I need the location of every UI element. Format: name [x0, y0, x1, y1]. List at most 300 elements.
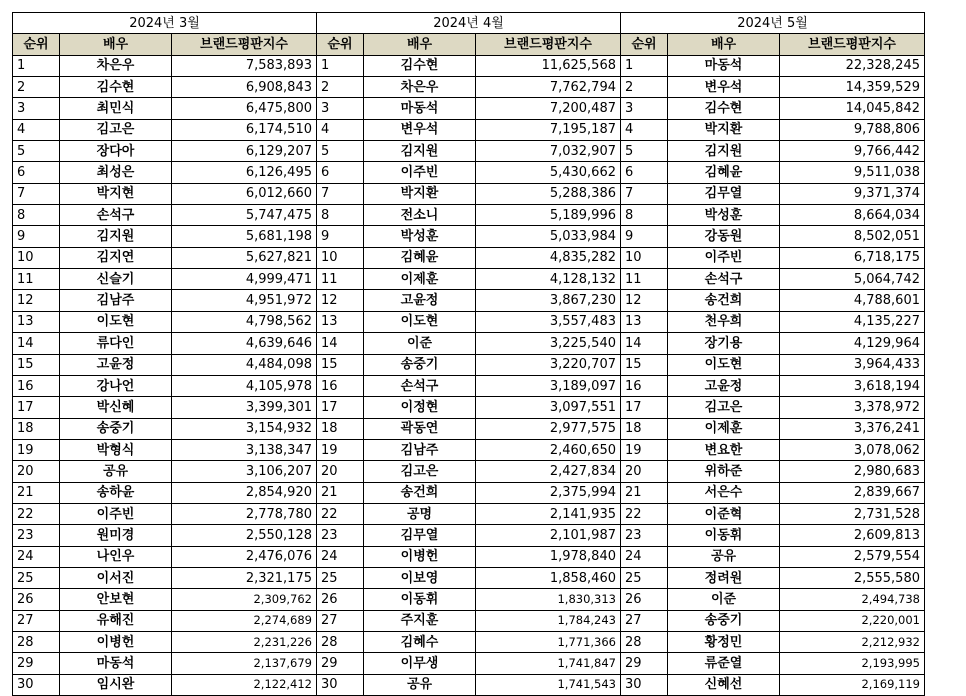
- rank-cell: 5: [317, 141, 364, 162]
- rank-cell: 15: [13, 354, 60, 375]
- actor-name-cell: 송하윤: [60, 482, 172, 503]
- score-cell: 3,078,062: [780, 439, 925, 460]
- actor-name-cell: 마동석: [668, 55, 780, 76]
- score-cell: 5,064,742: [780, 269, 925, 290]
- score-cell: 5,627,821: [172, 247, 317, 268]
- rank-cell: 16: [317, 375, 364, 396]
- actor-name-cell: 박지환: [364, 183, 476, 204]
- actor-name-cell: 이도현: [668, 354, 780, 375]
- rank-cell: 6: [317, 162, 364, 183]
- score-cell: 2,137,679: [172, 653, 317, 674]
- actor-name-cell: 이제훈: [668, 418, 780, 439]
- actor-name-cell: 황정민: [668, 631, 780, 652]
- actor-name-cell: 나인우: [60, 546, 172, 567]
- score-cell: 9,371,374: [780, 183, 925, 204]
- actor-name-cell: 김무열: [668, 183, 780, 204]
- rank-cell: 23: [317, 525, 364, 546]
- actor-name-cell: 변우석: [364, 119, 476, 140]
- score-cell: 4,788,601: [780, 290, 925, 311]
- score-cell: 3,225,540: [476, 333, 621, 354]
- actor-name-cell: 김고은: [668, 397, 780, 418]
- actor-name-cell: 송건희: [364, 482, 476, 503]
- table-row: [13, 461, 925, 482]
- actor-name-cell: 김남주: [60, 290, 172, 311]
- table-row: [13, 55, 925, 76]
- score-cell: 2,609,813: [780, 525, 925, 546]
- score-cell: 5,189,996: [476, 205, 621, 226]
- actor-name-cell: 김고은: [364, 461, 476, 482]
- table-row: [13, 397, 925, 418]
- rank-cell: 21: [317, 482, 364, 503]
- score-cell: 2,309,762: [172, 589, 317, 610]
- actor-name-cell: 손석구: [668, 269, 780, 290]
- table-row: [13, 205, 925, 226]
- actor-name-cell: 김지원: [668, 141, 780, 162]
- actor-name-cell: 송중기: [60, 418, 172, 439]
- table-row: [13, 546, 925, 567]
- actor-column-header: 배우: [364, 34, 476, 55]
- rank-cell: 18: [317, 418, 364, 439]
- rank-cell: 8: [317, 205, 364, 226]
- score-cell: 4,129,964: [780, 333, 925, 354]
- actor-name-cell: 김수현: [60, 77, 172, 98]
- table-row: [13, 290, 925, 311]
- rank-cell: 4: [621, 119, 668, 140]
- actor-name-cell: 임시완: [60, 674, 172, 695]
- actor-name-cell: 안보현: [60, 589, 172, 610]
- rank-cell: 8: [13, 205, 60, 226]
- rank-cell: 28: [317, 631, 364, 652]
- month-header-row: [13, 13, 925, 34]
- score-cell: 9,766,442: [780, 141, 925, 162]
- rank-cell: 26: [317, 589, 364, 610]
- score-cell: 1,771,366: [476, 631, 621, 652]
- rank-cell: 20: [621, 461, 668, 482]
- score-cell: 4,128,132: [476, 269, 621, 290]
- actor-name-cell: 손석구: [60, 205, 172, 226]
- score-cell: 2,555,580: [780, 567, 925, 588]
- table-row: [13, 674, 925, 695]
- score-cell: 1,741,847: [476, 653, 621, 674]
- score-cell: 4,951,972: [172, 290, 317, 311]
- score-cell: 22,328,245: [780, 55, 925, 76]
- rank-cell: 15: [621, 354, 668, 375]
- score-column-header: 브랜드평판지수: [172, 34, 317, 55]
- rank-cell: 23: [621, 525, 668, 546]
- score-cell: 3,867,230: [476, 290, 621, 311]
- actor-name-cell: 서은수: [668, 482, 780, 503]
- table-row: [13, 631, 925, 652]
- actor-name-cell: 손석구: [364, 375, 476, 396]
- actor-name-cell: 강나언: [60, 375, 172, 396]
- actor-name-cell: 김수현: [668, 98, 780, 119]
- score-cell: 2,193,995: [780, 653, 925, 674]
- actor-name-cell: 송중기: [364, 354, 476, 375]
- score-cell: 2,212,932: [780, 631, 925, 652]
- table-row: [13, 226, 925, 247]
- table-row: [13, 354, 925, 375]
- table-row: [13, 418, 925, 439]
- actor-name-cell: 강동원: [668, 226, 780, 247]
- rank-cell: 22: [13, 503, 60, 524]
- score-cell: 2,122,412: [172, 674, 317, 695]
- score-cell: 2,427,834: [476, 461, 621, 482]
- actor-name-cell: 김혜윤: [668, 162, 780, 183]
- rank-cell: 3: [13, 98, 60, 119]
- table-row: [13, 503, 925, 524]
- actor-name-cell: 이준: [668, 589, 780, 610]
- score-cell: 4,835,282: [476, 247, 621, 268]
- score-cell: 2,101,987: [476, 525, 621, 546]
- score-cell: 2,274,689: [172, 610, 317, 631]
- score-cell: 5,430,662: [476, 162, 621, 183]
- actor-name-cell: 박지현: [60, 183, 172, 204]
- rank-cell: 17: [317, 397, 364, 418]
- actor-name-cell: 원미경: [60, 525, 172, 546]
- rank-cell: 16: [13, 375, 60, 396]
- rank-cell: 6: [13, 162, 60, 183]
- table-row: [13, 98, 925, 119]
- score-cell: 3,376,241: [780, 418, 925, 439]
- rank-cell: 24: [317, 546, 364, 567]
- rank-cell: 16: [621, 375, 668, 396]
- column-header-row: [13, 34, 925, 55]
- table-row: [13, 589, 925, 610]
- actor-name-cell: 위하준: [668, 461, 780, 482]
- rank-cell: 10: [317, 247, 364, 268]
- actor-name-cell: 차은우: [60, 55, 172, 76]
- rank-cell: 4: [317, 119, 364, 140]
- rank-cell: 18: [621, 418, 668, 439]
- rank-cell: 11: [317, 269, 364, 290]
- actor-name-cell: 류다인: [60, 333, 172, 354]
- rank-cell: 2: [621, 77, 668, 98]
- actor-name-cell: 고윤정: [668, 375, 780, 396]
- score-cell: 4,135,227: [780, 311, 925, 332]
- actor-name-cell: 곽동연: [364, 418, 476, 439]
- rank-cell: 27: [317, 610, 364, 631]
- table-row: [13, 119, 925, 140]
- score-cell: 3,618,194: [780, 375, 925, 396]
- score-cell: 5,033,984: [476, 226, 621, 247]
- rank-cell: 7: [13, 183, 60, 204]
- score-cell: 3,557,483: [476, 311, 621, 332]
- actor-name-cell: 박신혜: [60, 397, 172, 418]
- score-cell: 14,359,529: [780, 77, 925, 98]
- rank-cell: 10: [621, 247, 668, 268]
- actor-name-cell: 박형식: [60, 439, 172, 460]
- rank-cell: 14: [621, 333, 668, 354]
- score-cell: 3,106,207: [172, 461, 317, 482]
- score-cell: 2,321,175: [172, 567, 317, 588]
- rank-cell: 30: [13, 674, 60, 695]
- rank-cell: 3: [317, 98, 364, 119]
- score-cell: 6,126,495: [172, 162, 317, 183]
- score-cell: 6,129,207: [172, 141, 317, 162]
- rank-cell: 29: [317, 653, 364, 674]
- actor-column-header: 배우: [668, 34, 780, 55]
- score-cell: 2,778,780: [172, 503, 317, 524]
- score-cell: 2,854,920: [172, 482, 317, 503]
- actor-name-cell: 이서진: [60, 567, 172, 588]
- rank-column-header: 순위: [317, 34, 364, 55]
- score-cell: 1,784,243: [476, 610, 621, 631]
- actor-name-cell: 차은우: [364, 77, 476, 98]
- score-cell: 1,830,313: [476, 589, 621, 610]
- table-body: [13, 55, 925, 695]
- actor-name-cell: 장다아: [60, 141, 172, 162]
- rank-cell: 17: [621, 397, 668, 418]
- actor-name-cell: 이준혁: [668, 503, 780, 524]
- rank-cell: 25: [317, 567, 364, 588]
- rank-cell: 2: [317, 77, 364, 98]
- table-row: [13, 311, 925, 332]
- rank-column-header: 순위: [13, 34, 60, 55]
- score-cell: 2,141,935: [476, 503, 621, 524]
- score-cell: 2,731,528: [780, 503, 925, 524]
- table-row: [13, 482, 925, 503]
- rank-cell: 11: [621, 269, 668, 290]
- actor-name-cell: 천우희: [668, 311, 780, 332]
- score-cell: 4,484,098: [172, 354, 317, 375]
- actor-name-cell: 이제훈: [364, 269, 476, 290]
- score-cell: 7,200,487: [476, 98, 621, 119]
- actor-name-cell: 이주빈: [364, 162, 476, 183]
- rank-cell: 12: [621, 290, 668, 311]
- rank-cell: 8: [621, 205, 668, 226]
- actor-name-cell: 김지연: [60, 247, 172, 268]
- month-title: 2024년 4월: [317, 13, 621, 34]
- score-cell: 3,964,433: [780, 354, 925, 375]
- actor-name-cell: 김남주: [364, 439, 476, 460]
- actor-name-cell: 박지환: [668, 119, 780, 140]
- actor-name-cell: 공유: [364, 674, 476, 695]
- rank-cell: 5: [13, 141, 60, 162]
- rank-cell: 19: [621, 439, 668, 460]
- rank-cell: 13: [13, 311, 60, 332]
- actor-name-cell: 이주빈: [60, 503, 172, 524]
- rank-cell: 24: [13, 546, 60, 567]
- actor-name-cell: 이주빈: [668, 247, 780, 268]
- rank-cell: 26: [621, 589, 668, 610]
- actor-name-cell: 이동휘: [668, 525, 780, 546]
- score-cell: 9,788,806: [780, 119, 925, 140]
- actor-name-cell: 이준: [364, 333, 476, 354]
- brand-reputation-table: [12, 12, 925, 696]
- rank-cell: 19: [317, 439, 364, 460]
- score-cell: 1,858,460: [476, 567, 621, 588]
- score-column-header: 브랜드평판지수: [780, 34, 925, 55]
- score-cell: 3,399,301: [172, 397, 317, 418]
- rank-cell: 12: [13, 290, 60, 311]
- score-cell: 2,231,226: [172, 631, 317, 652]
- table-row: [13, 525, 925, 546]
- rank-cell: 3: [621, 98, 668, 119]
- score-cell: 6,908,843: [172, 77, 317, 98]
- score-cell: 3,189,097: [476, 375, 621, 396]
- actor-name-cell: 고윤정: [60, 354, 172, 375]
- actor-name-cell: 공명: [364, 503, 476, 524]
- score-cell: 7,583,893: [172, 55, 317, 76]
- score-cell: 8,502,051: [780, 226, 925, 247]
- actor-name-cell: 최성은: [60, 162, 172, 183]
- rank-cell: 27: [13, 610, 60, 631]
- rank-cell: 25: [621, 567, 668, 588]
- actor-name-cell: 공유: [60, 461, 172, 482]
- rank-cell: 15: [317, 354, 364, 375]
- score-cell: 11,625,568: [476, 55, 621, 76]
- score-cell: 2,550,128: [172, 525, 317, 546]
- table-row: [13, 247, 925, 268]
- actor-name-cell: 김혜윤: [364, 247, 476, 268]
- score-cell: 1,741,543: [476, 674, 621, 695]
- table-row: [13, 375, 925, 396]
- score-cell: 3,154,932: [172, 418, 317, 439]
- table-row: [13, 162, 925, 183]
- actor-name-cell: 변요한: [668, 439, 780, 460]
- rank-cell: 13: [317, 311, 364, 332]
- rank-cell: 5: [621, 141, 668, 162]
- table-row: [13, 610, 925, 631]
- actor-column-header: 배우: [60, 34, 172, 55]
- score-cell: 6,718,175: [780, 247, 925, 268]
- rank-cell: 14: [317, 333, 364, 354]
- rank-cell: 28: [621, 631, 668, 652]
- rank-cell: 1: [13, 55, 60, 76]
- rank-cell: 12: [317, 290, 364, 311]
- score-cell: 4,798,562: [172, 311, 317, 332]
- actor-name-cell: 공유: [668, 546, 780, 567]
- actor-name-cell: 이무생: [364, 653, 476, 674]
- score-cell: 2,839,667: [780, 482, 925, 503]
- actor-name-cell: 이동휘: [364, 589, 476, 610]
- actor-name-cell: 마동석: [60, 653, 172, 674]
- rank-cell: 29: [621, 653, 668, 674]
- actor-name-cell: 송중기: [668, 610, 780, 631]
- score-cell: 6,012,660: [172, 183, 317, 204]
- score-cell: 3,378,972: [780, 397, 925, 418]
- actor-name-cell: 정려원: [668, 567, 780, 588]
- rank-cell: 6: [621, 162, 668, 183]
- score-cell: 3,138,347: [172, 439, 317, 460]
- actor-name-cell: 이병헌: [364, 546, 476, 567]
- score-cell: 9,511,038: [780, 162, 925, 183]
- rank-cell: 1: [317, 55, 364, 76]
- rank-cell: 22: [317, 503, 364, 524]
- actor-name-cell: 이정현: [364, 397, 476, 418]
- score-cell: 6,475,800: [172, 98, 317, 119]
- actor-name-cell: 전소니: [364, 205, 476, 226]
- rank-cell: 2: [13, 77, 60, 98]
- actor-name-cell: 김지원: [364, 141, 476, 162]
- score-cell: 6,174,510: [172, 119, 317, 140]
- rank-cell: 19: [13, 439, 60, 460]
- actor-name-cell: 최민식: [60, 98, 172, 119]
- score-cell: 5,681,198: [172, 226, 317, 247]
- rank-cell: 26: [13, 589, 60, 610]
- table-row: [13, 269, 925, 290]
- actor-name-cell: 고윤정: [364, 290, 476, 311]
- table-row: [13, 183, 925, 204]
- score-cell: 2,494,738: [780, 589, 925, 610]
- rank-cell: 9: [317, 226, 364, 247]
- rank-cell: 1: [621, 55, 668, 76]
- score-column-header: 브랜드평판지수: [476, 34, 621, 55]
- actor-name-cell: 이보영: [364, 567, 476, 588]
- score-cell: 2,579,554: [780, 546, 925, 567]
- rank-cell: 10: [13, 247, 60, 268]
- score-cell: 1,978,840: [476, 546, 621, 567]
- actor-name-cell: 주지훈: [364, 610, 476, 631]
- actor-name-cell: 이도현: [364, 311, 476, 332]
- score-cell: 2,460,650: [476, 439, 621, 460]
- score-cell: 2,980,683: [780, 461, 925, 482]
- score-cell: 2,220,001: [780, 610, 925, 631]
- rank-cell: 7: [317, 183, 364, 204]
- actor-name-cell: 김수현: [364, 55, 476, 76]
- rank-cell: 23: [13, 525, 60, 546]
- score-cell: 4,105,978: [172, 375, 317, 396]
- rank-cell: 13: [621, 311, 668, 332]
- actor-name-cell: 변우석: [668, 77, 780, 98]
- actor-name-cell: 장기용: [668, 333, 780, 354]
- score-cell: 3,220,707: [476, 354, 621, 375]
- rank-cell: 21: [621, 482, 668, 503]
- rank-cell: 9: [13, 226, 60, 247]
- rank-cell: 21: [13, 482, 60, 503]
- rank-cell: 28: [13, 631, 60, 652]
- score-cell: 3,097,551: [476, 397, 621, 418]
- score-cell: 7,762,794: [476, 77, 621, 98]
- month-title: 2024년 3월: [13, 13, 317, 34]
- table-row: [13, 141, 925, 162]
- actor-name-cell: 신슬기: [60, 269, 172, 290]
- rank-cell: 9: [621, 226, 668, 247]
- rank-cell: 4: [13, 119, 60, 140]
- table-row: [13, 439, 925, 460]
- actor-name-cell: 이도현: [60, 311, 172, 332]
- rank-cell: 25: [13, 567, 60, 588]
- rank-cell: 27: [621, 610, 668, 631]
- score-cell: 7,195,187: [476, 119, 621, 140]
- actor-name-cell: 박성훈: [668, 205, 780, 226]
- score-cell: 8,664,034: [780, 205, 925, 226]
- actor-name-cell: 송건희: [668, 290, 780, 311]
- actor-name-cell: 박성훈: [364, 226, 476, 247]
- score-cell: 5,747,475: [172, 205, 317, 226]
- rank-column-header: 순위: [621, 34, 668, 55]
- rank-cell: 22: [621, 503, 668, 524]
- score-cell: 14,045,842: [780, 98, 925, 119]
- score-cell: 2,375,994: [476, 482, 621, 503]
- table-row: [13, 567, 925, 588]
- score-cell: 4,999,471: [172, 269, 317, 290]
- actor-name-cell: 김고은: [60, 119, 172, 140]
- actor-name-cell: 류준열: [668, 653, 780, 674]
- rank-cell: 17: [13, 397, 60, 418]
- rank-cell: 18: [13, 418, 60, 439]
- rank-cell: 20: [317, 461, 364, 482]
- rank-cell: 24: [621, 546, 668, 567]
- actor-name-cell: 이병헌: [60, 631, 172, 652]
- actor-name-cell: 김혜수: [364, 631, 476, 652]
- score-cell: 7,032,907: [476, 141, 621, 162]
- score-cell: 4,639,646: [172, 333, 317, 354]
- ranking-table-container: [12, 12, 925, 696]
- actor-name-cell: 김무열: [364, 525, 476, 546]
- table-row: [13, 653, 925, 674]
- actor-name-cell: 유해진: [60, 610, 172, 631]
